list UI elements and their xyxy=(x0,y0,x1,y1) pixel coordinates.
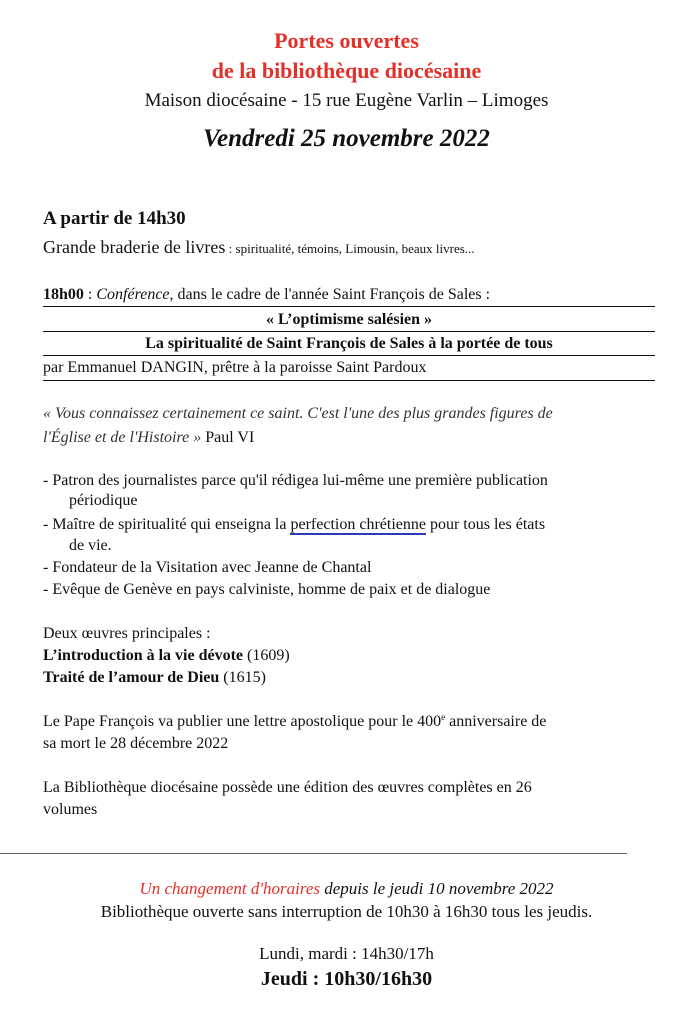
hours-change-line xyxy=(0,879,693,899)
bullet-spirituality-pre: - Maître de spiritualité qui enseigna la xyxy=(43,516,291,533)
letter-pre: Le Pape François va publier une lettre apostolique pour le 400 xyxy=(43,713,442,730)
conference-title: « L’optimisme salésien » xyxy=(265,311,433,328)
title-line-1: Portes ouvertes xyxy=(274,28,419,53)
work-2-title: Traité de l’amour de Dieu xyxy=(43,669,220,686)
letter-line-2: sa mort le 28 décembre 2022 xyxy=(43,735,229,752)
work-1 xyxy=(43,646,290,666)
hours-mon-tue: Lundi, mardi : 14h30/17h xyxy=(259,944,434,963)
hours-thursday: Jeudi : 10h30/16h30 xyxy=(260,968,433,990)
braderie-line xyxy=(43,235,475,261)
quote-text-end: l'Église et de l'Histoire » xyxy=(43,429,202,446)
perfection-chretienne-link[interactable]: perfection chrétienne xyxy=(290,516,426,533)
bullet-geneve: - Evêque de Genève en pays calviniste, homme de paix et de dialogue xyxy=(43,581,491,598)
divider xyxy=(43,331,655,332)
divider xyxy=(43,380,655,381)
quote-line-2 xyxy=(43,428,254,448)
bullet-journalists-cont: périodique xyxy=(69,492,138,509)
bullet-spirituality-cont: de vie. xyxy=(69,537,112,554)
quote-author: Paul VI xyxy=(201,429,255,446)
work-1-year: (1609) xyxy=(243,647,290,664)
work-1-title: L’introduction à la vie dévote xyxy=(43,647,244,664)
hours-change: Un changement d'horaires xyxy=(139,879,320,898)
event-date: Vendredi 25 novembre 2022 xyxy=(203,125,490,152)
conference-context: , dans le cadre de l'année Saint François de Sales : xyxy=(169,286,491,303)
conference-line xyxy=(43,285,490,305)
conference-type: Conférence xyxy=(96,286,170,303)
library-line-2: volumes xyxy=(43,801,98,818)
hours-since: depuis le jeudi 10 novembre 2022 xyxy=(320,879,554,898)
divider xyxy=(43,355,655,356)
braderie-details: : spiritualité, témoins, Limousin, beaux livres... xyxy=(225,241,475,256)
hours-open: Bibliothèque ouverte sans interruption de 10h30 à 16h30 tous les jeudis. xyxy=(100,902,593,921)
work-2 xyxy=(43,668,266,688)
conference-sep: : xyxy=(83,286,97,303)
works-intro: Deux œuvres principales : xyxy=(43,625,211,642)
quote-line-1: « Vous connaissez certainement ce saint. C'est l'une des plus grandes figures de xyxy=(43,405,553,422)
library-line-1: La Bibliothèque diocésaine possède une édition des œuvres complètes en 26 xyxy=(43,779,532,796)
divider xyxy=(0,853,627,854)
conference-subtitle: La spiritualité de Saint François de Sales à la portée de tous xyxy=(145,335,553,352)
conference-speaker: par Emmanuel DANGIN, prêtre à la paroisse Saint Pardoux xyxy=(43,359,427,376)
conference-time: 18h00 xyxy=(43,286,84,303)
bullet-spirituality-post: pour tous les états xyxy=(425,516,546,533)
braderie-title: Grande braderie de livres xyxy=(43,237,226,257)
work-2-year: (1615) xyxy=(219,669,266,686)
letter-post: anniversaire de xyxy=(445,713,547,730)
title-line-2: de la bibliothèque diocésaine xyxy=(211,58,482,83)
braderie-time-heading: A partir de 14h30 xyxy=(43,208,186,229)
bullet-journalists: - Patron des journalistes parce qu'il rédigea lui-même une première publication xyxy=(43,472,548,489)
divider xyxy=(43,306,655,307)
letter-line-1 xyxy=(43,712,546,732)
bullet-spirituality xyxy=(43,515,545,535)
letter-sup: e xyxy=(441,712,446,722)
address: Maison diocésaine - 15 rue Eugène Varlin – Limoges xyxy=(144,90,549,111)
bullet-visitation: - Fondateur de la Visitation avec Jeanne de Chantal xyxy=(43,559,372,576)
